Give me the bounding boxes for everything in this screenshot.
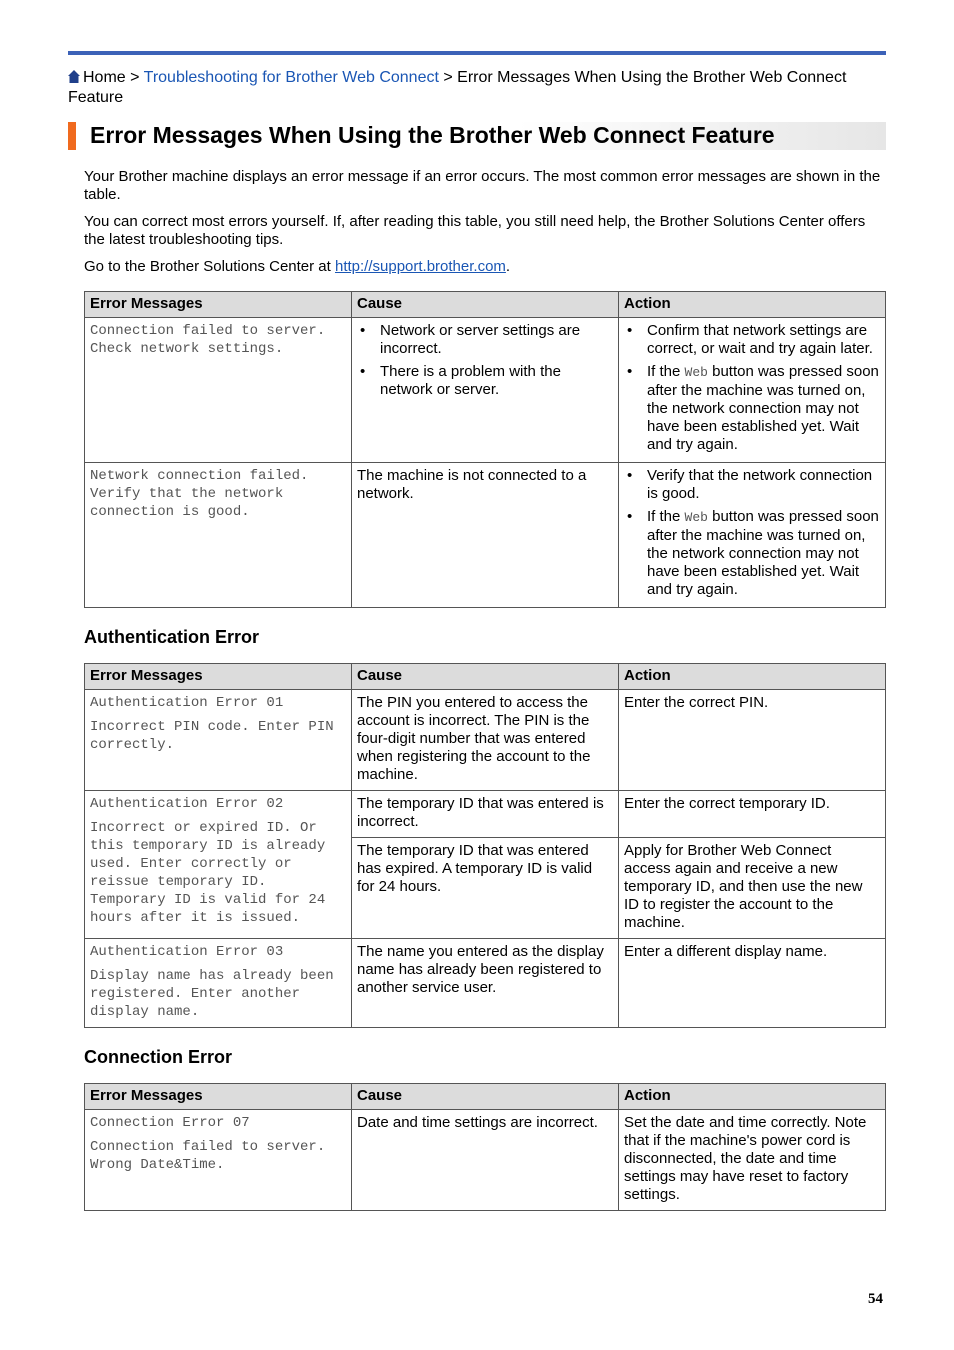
error-message-cell [85, 939, 352, 1028]
table-row [85, 690, 886, 791]
action-text: If the [647, 363, 685, 380]
action-cell: Enter the correct temporary ID. [619, 791, 886, 838]
cause-cell: The machine is not connected to a network. [352, 463, 619, 608]
intro-paragraph-2: You can correct most errors yourself. If, after reading this table, you still need help, the Brother Solutions Center offers the latest troubleshooting tips. [84, 213, 866, 248]
table-header-row [85, 664, 886, 690]
error-message-cell [85, 690, 352, 791]
error-message-cell [85, 791, 352, 939]
table-header-row [85, 292, 886, 318]
section-heading-connection-error: Connection Error [84, 1047, 233, 1067]
cause-cell [352, 318, 619, 463]
action-cell [619, 463, 886, 608]
action-text: If the [647, 508, 685, 525]
intro-text-end: . [505, 258, 511, 275]
error-message-cell [85, 463, 352, 608]
breadcrumb-current: Error Messages When Using the Brother Web Connect Feature [68, 69, 847, 106]
breadcrumb-home[interactable]: Home [83, 69, 126, 86]
cause-cell: The temporary ID that was entered is incorrect. [352, 791, 619, 838]
error-message-cell [85, 318, 352, 463]
cause-item: • There is a problem with the network or server. [357, 363, 613, 399]
header-cause: Cause [352, 1084, 619, 1110]
table-row [85, 791, 886, 838]
support-link[interactable]: http://support.brother.com [334, 258, 506, 275]
table-row [85, 939, 886, 1028]
page-title-band [68, 122, 886, 150]
action-cell: Enter the correct PIN. [619, 690, 886, 791]
header-cause: Cause [352, 292, 619, 318]
action-item: • Confirm that network settings are correct, or wait and try again later. [624, 322, 880, 358]
top-rule [68, 51, 886, 55]
intro-paragraph-3 [84, 258, 884, 276]
header-cause: Cause [352, 664, 619, 690]
action-cell: Apply for Brother Web Connect access again and receive a new temporary ID, and then use the new ID to register the account to the machine. [619, 838, 886, 939]
error-message-text: Incorrect PIN code. Enter PIN correctly. [90, 719, 334, 753]
breadcrumb [68, 68, 868, 108]
action-item [624, 508, 880, 599]
page-title: Error Messages When Using the Brother Web Connect Feature [90, 122, 775, 148]
error-code: Authentication Error 01 [90, 695, 284, 711]
error-message-text: Network connection failed. Verify that the network connection is good. [90, 468, 309, 520]
header-action: Action [619, 292, 886, 318]
breadcrumb-link-troubleshooting[interactable]: Troubleshooting for Brother Web Connect [143, 69, 439, 86]
action-item: • Verify that the network connection is good. [624, 467, 880, 503]
authentication-error-table [84, 663, 886, 1028]
error-message-text: Connection failed to server. Wrong Date&Time. [90, 1139, 326, 1173]
table-row [85, 1110, 886, 1211]
action-text: button was pressed soon after the machine was turned on, the network connection may not have been established yet. Wait and try again. [647, 508, 879, 598]
table-row [85, 463, 886, 608]
cause-cell: The name you entered as the display name has already been registered to another service user. [352, 939, 619, 1028]
intro-paragraph-1: Your Brother machine displays an error message if an error occurs. The most common error messages are shown in the table. [84, 168, 881, 203]
cause-cell: Date and time settings are incorrect. [352, 1110, 619, 1211]
error-message-cell [85, 1110, 352, 1211]
header-error-messages: Error Messages [85, 292, 352, 318]
header-action: Action [619, 664, 886, 690]
page-number: 54 [868, 1291, 883, 1307]
intro-text: Go to the Brother Solutions Center at [84, 258, 335, 275]
connection-error-table [84, 1083, 886, 1211]
cause-cell: The PIN you entered to access the account is incorrect. The PIN is the four-digit number that was entered when registering the account to the machine. [352, 690, 619, 791]
web-button-label: Web [684, 510, 708, 525]
error-code: Authentication Error 03 [90, 944, 284, 960]
action-cell [619, 318, 886, 463]
section-heading-authentication-error: Authentication Error [84, 627, 260, 647]
table-header-row [85, 1084, 886, 1110]
cause-item: • Network or server settings are incorrect. [357, 322, 613, 358]
error-message-text: Display name has already been registered. Enter another display name. [90, 968, 334, 1020]
action-cell: Enter a different display name. [619, 939, 886, 1028]
home-icon[interactable] [68, 70, 80, 83]
title-accent-bar [68, 122, 76, 150]
header-error-messages: Error Messages [85, 664, 352, 690]
action-text: button was pressed soon after the machine was turned on, the network connection may not have been established yet. Wait and try again. [647, 363, 879, 453]
header-action: Action [619, 1084, 886, 1110]
web-button-label: Web [684, 365, 708, 380]
error-code: Authentication Error 02 [90, 796, 284, 812]
error-code: Connection Error 07 [90, 1115, 250, 1131]
error-message-text: Incorrect or expired ID. Or this temporary ID is already used. Enter correctly or reissue temporary ID. Temporary ID is valid for 24 hours after it is issued. [90, 820, 326, 926]
breadcrumb-separator: > [443, 69, 453, 86]
error-messages-table [84, 291, 886, 608]
cause-cell: The temporary ID that was entered has expired. A temporary ID is valid for 24 hours. [352, 838, 619, 939]
table-row [85, 318, 886, 463]
action-item [624, 363, 880, 454]
error-message-text: Connection failed to server. Check network settings. [90, 323, 326, 357]
action-cell: Set the date and time correctly. Note that if the machine's power cord is disconnected, the date and time settings may have reset to factory settings. [619, 1110, 886, 1211]
header-error-messages: Error Messages [85, 1084, 352, 1110]
breadcrumb-separator: > [130, 69, 140, 86]
